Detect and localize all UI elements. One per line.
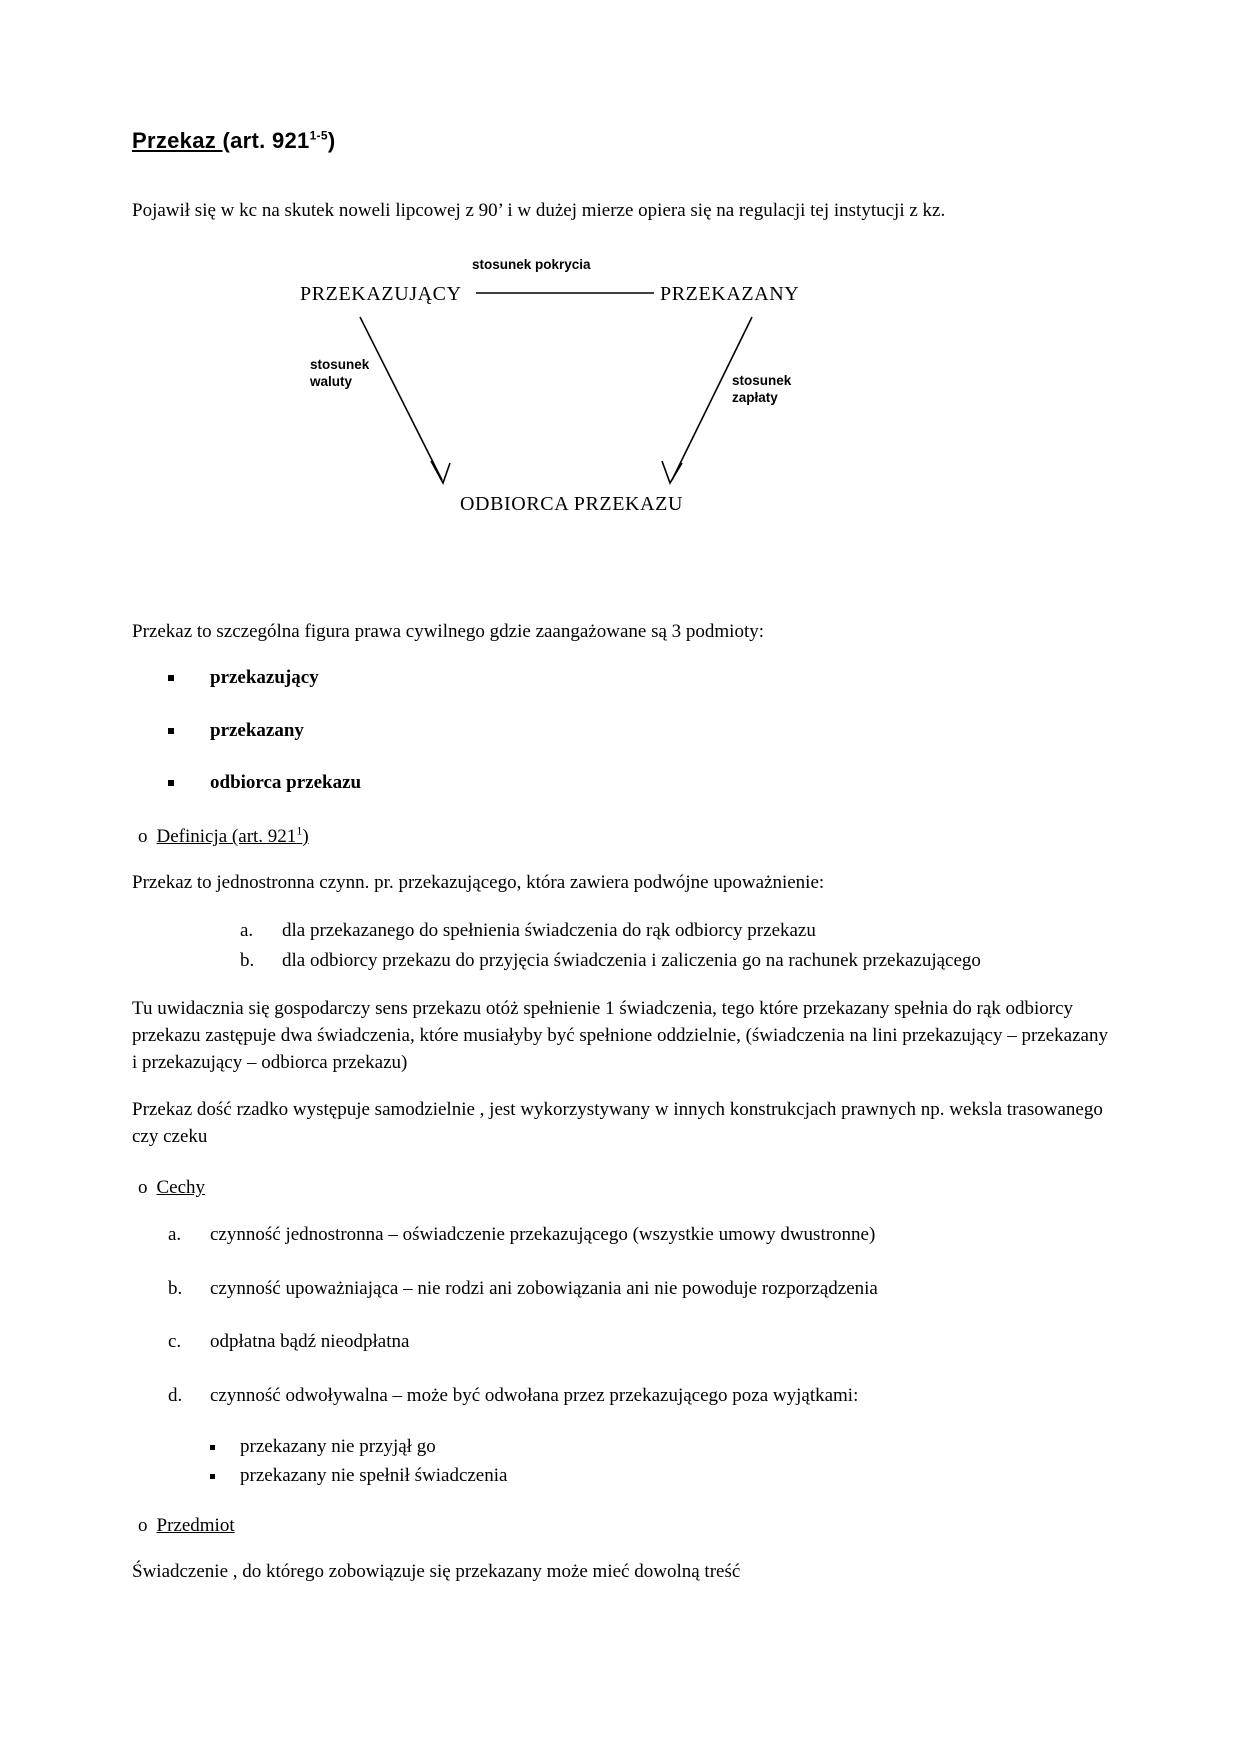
edge-label-waluty-line2: waluty — [310, 373, 353, 389]
subjects-intro: Przekaz to szczególna figura prawa cywilnego gdzie zaangażowane są 3 podmioty: — [132, 620, 765, 642]
heading-cechy — [132, 1177, 1108, 1199]
list-item-label: b. — [168, 1277, 183, 1299]
diagram-node-przekazujacy: PRZEKAZUJĄCY — [300, 282, 462, 305]
list-item: odbiorca przekazu — [132, 771, 1108, 796]
list-item — [132, 1382, 1108, 1410]
przedmiot-paragraph: Świadczenie , do którego zobowiązuje się przekazany może mieć dowolną treść — [132, 1560, 741, 1582]
list-item-label: c. — [168, 1331, 182, 1353]
list-item — [132, 947, 1108, 975]
heading-definicja-label — [157, 826, 309, 847]
list-item-label: d. — [168, 1384, 183, 1406]
list-item-label: a. — [240, 920, 254, 942]
cechy-exceptions-list — [132, 1435, 1108, 1488]
list-item — [132, 917, 1108, 945]
subjects-list — [132, 666, 1108, 796]
heading-definicja-close: ) — [302, 826, 309, 848]
heading-przedmiot-label: Przedmiot — [156, 1514, 235, 1536]
list-item-text: czynność upoważniająca – nie rodzi ani zobowiązania ani nie powoduje rozporządzenia — [210, 1277, 878, 1299]
page-title-superscript: 1-5 — [309, 128, 328, 143]
list-item-text: dla przekazanego do spełnienia świadczenia do rąk odbiorcy przekazu — [282, 920, 816, 942]
list-item-text: odpłatna bądź nieodpłatna — [210, 1331, 410, 1353]
list-marker-o: o — [138, 826, 148, 848]
diagram-node-przekazany: PRZEKAZANY — [660, 282, 800, 305]
edge-label-waluty — [310, 357, 369, 391]
edge-line-waluty — [360, 317, 442, 480]
edge-label-zaplaty — [732, 373, 791, 407]
page-title — [132, 128, 1108, 154]
edge-label-pokrycia: stosunek pokrycia — [472, 256, 591, 272]
list-item: przekazany nie spełnił świadczenia — [132, 1464, 1108, 1489]
intro-paragraph: Pojawił się w kc na skutek noweli lipcowej z 90’ i w dużej mierze opiera się na regulacji tej instytucji z kz. — [132, 200, 946, 221]
list-item-text: dla odbiorcy przekazu do przyjęcia świadczenia i zaliczenia go na rachunek przekazującego — [282, 949, 981, 971]
definicja-paragraph-2: Przekaz dość rzadko występuje samodzielnie , jest wykorzystywany w innych konstrukcjach prawnych np. weksla trasowanego czy czeku — [132, 1099, 1103, 1148]
heading-definicja-text: Definicja (art. 921 — [156, 826, 297, 848]
heading-cechy-label: Cechy — [156, 1177, 206, 1199]
cechy-items — [132, 1221, 1108, 1409]
definicja-lead: Przekaz to jednostronna czynn. pr. przekazującego, która zawiera podwójne upoważnienie: — [132, 872, 825, 894]
list-item-label: a. — [168, 1224, 182, 1246]
definicja-paragraph-1: Tu uwidacznia się gospodarczy sens przekazu otóż spełnienie 1 świadczenia, tego które przekazany spełnia do rąk odbiorcy przekazu zastępuje dwa świadczenia, które musiałyby być spełnione oddzielnie, (świadczenia na lini przekazujący – przekazany i przekazujący – odbiorca przekazu) — [132, 998, 1108, 1074]
list-item: przekazujący — [132, 666, 1108, 691]
page-title-main: Przekaz — [132, 128, 223, 153]
list-item-label: b. — [240, 949, 255, 971]
list-item — [132, 1221, 1108, 1249]
diagram-node-odbiorca-przekazu: ODBIORCA PRZEKAZU — [460, 492, 683, 515]
list-item — [132, 1275, 1108, 1303]
heading-definicja — [132, 824, 1108, 848]
edge-label-zaplaty-line2: zapłaty — [732, 389, 778, 405]
heading-przedmiot — [132, 1515, 1108, 1537]
przekaz-relationship-diagram — [132, 245, 1108, 575]
diagram-lines — [132, 245, 1108, 575]
edge-label-zaplaty-line1: stosunek — [732, 372, 792, 388]
definicja-items — [132, 917, 1108, 974]
list-item — [132, 1328, 1108, 1356]
list-marker-o: o — [138, 1177, 148, 1199]
heading-definicja-superscript: 1 — [296, 824, 303, 838]
page-title-close: ) — [327, 128, 336, 153]
list-item: przekazany nie przyjął go — [132, 1435, 1108, 1460]
list-item-text: czynność odwoływalna – może być odwołana przez przekazującego poza wyjątkami: — [210, 1384, 859, 1406]
page-title-rest: (art. 921 — [222, 128, 310, 153]
list-item-text: czynność jednostronna – oświadczenie przekazującego (wszystkie umowy dwustronne) — [210, 1224, 876, 1246]
list-marker-o: o — [138, 1514, 148, 1536]
edge-label-waluty-line1: stosunek — [310, 356, 370, 372]
list-item: przekazany — [132, 719, 1108, 744]
